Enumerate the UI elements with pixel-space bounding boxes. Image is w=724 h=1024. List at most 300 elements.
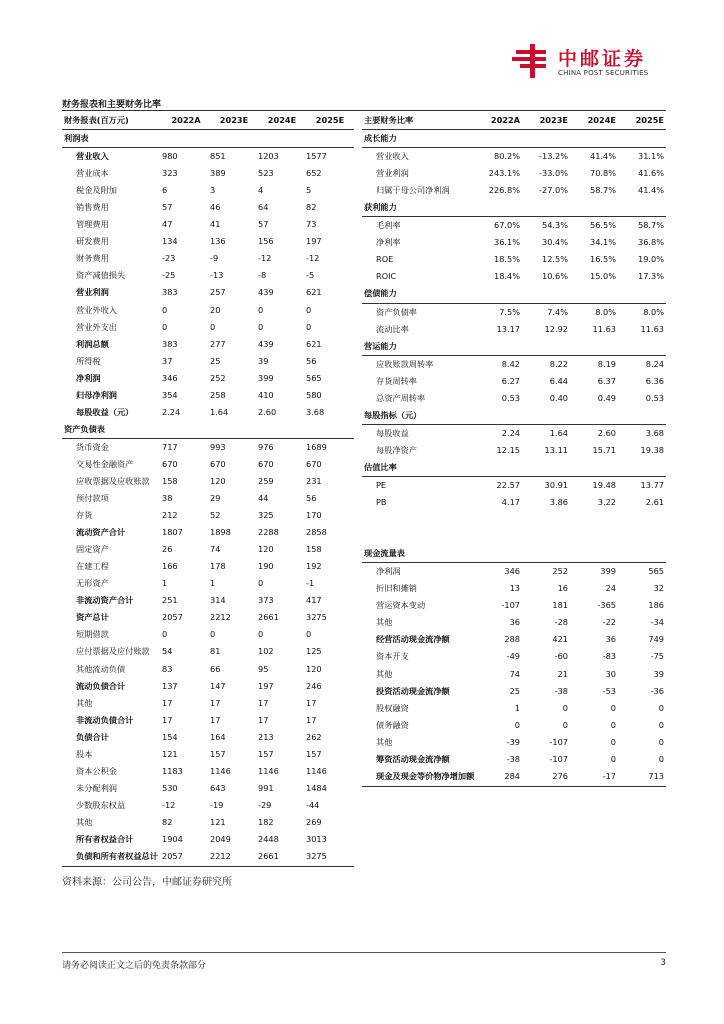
cell-value: 36.8% xyxy=(637,237,664,248)
china-post-logo-icon xyxy=(512,44,552,78)
cell-value: 0 xyxy=(562,719,568,730)
cell-value: 3.68 xyxy=(306,406,325,417)
cell-value xyxy=(522,199,570,217)
cell-value: 565 xyxy=(306,372,322,383)
cell-value xyxy=(258,421,306,439)
cell-value: 2.60 xyxy=(597,427,616,438)
table-row xyxy=(362,580,666,597)
table-row xyxy=(362,424,666,442)
cell-value: 11.63 xyxy=(592,323,616,334)
table-row xyxy=(62,848,354,865)
cell-value: 197 xyxy=(258,680,274,691)
cell-value: 0 xyxy=(306,304,312,315)
row-label: 交易性金融资产 xyxy=(76,458,134,469)
table-header-row xyxy=(62,112,354,130)
cell-value: 15.0% xyxy=(589,271,616,282)
header-year: 2022A xyxy=(474,112,522,130)
cell-value: 0 xyxy=(258,629,264,640)
cell-value: 24 xyxy=(605,583,616,594)
row-label: 少数股东权益 xyxy=(76,799,126,810)
cell-value: 13.77 xyxy=(640,480,664,490)
cell-value xyxy=(618,199,666,217)
cell-value: 57 xyxy=(162,202,173,213)
row-label: 净利率 xyxy=(376,237,401,248)
cell-value: 6.27 xyxy=(501,375,520,386)
row-label: 其他 xyxy=(376,617,393,628)
cell-value: 83 xyxy=(162,663,173,674)
cell-value: 170 xyxy=(306,510,322,521)
cell-value: 976 xyxy=(258,441,274,452)
cell-value: 565 xyxy=(648,566,664,577)
row-label: 其他 xyxy=(76,816,93,827)
cell-value: 20 xyxy=(210,304,221,315)
cell-value: 13.11 xyxy=(544,444,568,455)
cell-value: 81 xyxy=(210,646,221,657)
cell-value: 74 xyxy=(210,544,221,555)
cell-value xyxy=(474,407,522,425)
row-label: 应收账款周转率 xyxy=(376,358,434,369)
header-year: 2025E xyxy=(618,112,666,130)
row-label: 所得税 xyxy=(76,355,101,366)
cell-value: 670 xyxy=(306,458,322,469)
cell-value xyxy=(474,545,522,563)
cell-value: 1807 xyxy=(162,527,183,538)
cell-value: 2448 xyxy=(258,833,279,844)
cell-value: 1484 xyxy=(306,782,327,793)
row-label: 营运能力 xyxy=(362,338,474,356)
cell-value: 652 xyxy=(306,168,322,179)
cell-value: 0 xyxy=(610,702,616,713)
table-row xyxy=(62,148,354,166)
cell-value: 213 xyxy=(258,731,274,742)
cell-value: 41.6% xyxy=(637,168,664,179)
table-row xyxy=(62,387,354,404)
row-label: 利润总额 xyxy=(76,338,109,349)
cell-value xyxy=(522,511,570,528)
cell-value: 66 xyxy=(210,663,221,674)
cell-value: 1146 xyxy=(258,765,279,776)
table-row xyxy=(62,199,354,216)
table-row xyxy=(62,575,354,592)
cell-value: 137 xyxy=(162,680,178,691)
cell-value: -34 xyxy=(650,617,664,628)
row-label xyxy=(362,511,474,528)
cell-value: 277 xyxy=(210,338,226,349)
cell-value xyxy=(474,338,522,356)
header-label: 主要财务比率 xyxy=(362,112,474,130)
table-row xyxy=(362,303,666,321)
cell-value xyxy=(618,545,666,563)
cell-value: 1.64 xyxy=(210,406,229,417)
cell-value: 166 xyxy=(162,561,178,572)
row-label: 应收票据及应收账款 xyxy=(76,476,150,486)
row-label: 每股净资产 xyxy=(376,444,417,455)
table-row xyxy=(62,712,354,729)
cell-value: 0.53 xyxy=(645,392,664,403)
row-label: 销售费用 xyxy=(76,202,109,213)
row-label: 利润表 xyxy=(62,130,162,148)
row-label: 营业收入 xyxy=(376,151,409,162)
cell-value: 18.4% xyxy=(493,271,520,282)
cell-value xyxy=(522,545,570,563)
cell-value: 17 xyxy=(258,697,269,708)
table-section-row xyxy=(362,545,666,563)
table-row xyxy=(362,528,666,545)
cell-value: 182 xyxy=(258,816,274,827)
footer-disclaimer: 请务必阅读正文之后的免责条款部分 xyxy=(62,961,207,971)
table-row xyxy=(62,643,354,660)
cell-value xyxy=(618,407,666,425)
cell-value: -8 xyxy=(258,270,267,281)
cell-value: 0 xyxy=(610,753,616,764)
row-label: 其他 xyxy=(376,668,393,679)
cell-value: 1146 xyxy=(210,765,231,776)
cell-value: 156 xyxy=(258,236,274,247)
row-label: 营业利润 xyxy=(376,168,409,179)
cell-value: 121 xyxy=(162,748,178,759)
cell-value: 3 xyxy=(210,185,216,196)
cell-value: -23 xyxy=(162,253,176,264)
cell-value: 0 xyxy=(514,719,520,730)
table-row xyxy=(62,267,354,284)
cell-value: -365 xyxy=(597,600,616,611)
row-label: 应付票据及应付账款 xyxy=(76,646,150,657)
cell-value: 580 xyxy=(306,389,322,400)
cell-value: 8.22 xyxy=(549,358,568,369)
table-row xyxy=(362,751,666,768)
cell-value: 181 xyxy=(552,600,568,611)
row-label: PB xyxy=(376,497,387,508)
table-row xyxy=(362,768,666,785)
cell-value: -17 xyxy=(602,770,616,781)
table-row xyxy=(362,373,666,390)
row-label: 资本开支 xyxy=(376,651,409,662)
cell-value: 7.4% xyxy=(547,306,568,317)
table-row xyxy=(362,165,666,182)
cell-value: -1 xyxy=(306,578,315,589)
cell-value: 39 xyxy=(653,668,664,679)
cell-value: 26 xyxy=(162,544,173,555)
cell-value: 164 xyxy=(210,731,226,742)
cell-value: -53 xyxy=(602,685,616,696)
row-label: 固定资产 xyxy=(76,544,109,555)
header-year: 2023E xyxy=(210,112,258,130)
cell-value: 212 xyxy=(162,510,178,521)
cell-value xyxy=(570,338,618,356)
cell-value: 2049 xyxy=(210,833,231,844)
cell-value: 410 xyxy=(258,389,274,400)
cell-value xyxy=(570,528,618,545)
cell-value: -22 xyxy=(602,617,616,628)
cell-value: 25 xyxy=(210,355,221,366)
cell-value: 157 xyxy=(210,748,226,759)
cell-value: -12 xyxy=(306,253,320,264)
header-year: 2023E xyxy=(522,112,570,130)
table-row xyxy=(362,355,666,373)
table-row xyxy=(362,234,666,251)
table-row xyxy=(62,746,354,763)
row-label: 非流动负债合计 xyxy=(76,714,134,725)
cell-value: 269 xyxy=(306,816,322,827)
row-label: ROE xyxy=(376,254,394,265)
cell-value: 670 xyxy=(162,458,178,469)
cell-value: 0 xyxy=(210,321,216,332)
cell-value xyxy=(618,528,666,545)
cell-value: 5 xyxy=(306,185,312,196)
row-label: 存货周转率 xyxy=(376,375,417,386)
cell-value xyxy=(522,338,570,356)
row-label: 资产负债表 xyxy=(62,421,162,439)
table-section-row xyxy=(362,459,666,477)
cell-value: 2057 xyxy=(162,612,183,623)
cell-value xyxy=(474,528,522,545)
cell-value xyxy=(474,511,522,528)
cell-value: 325 xyxy=(258,510,274,521)
cell-value: 1577 xyxy=(306,151,327,162)
cell-value: 120 xyxy=(210,476,226,486)
cell-value: 120 xyxy=(258,544,274,555)
cell-value: 4.17 xyxy=(501,497,520,508)
cell-value: 6.37 xyxy=(597,375,616,386)
cell-value: 30 xyxy=(605,668,616,679)
row-label: 筹资活动现金流净额 xyxy=(376,753,450,764)
table-row xyxy=(362,631,666,648)
cell-value: 29 xyxy=(210,493,221,504)
cell-value xyxy=(474,130,522,148)
cell-value xyxy=(162,421,210,439)
cell-value xyxy=(210,130,258,148)
source-note: 资料来源：公司公告，中邮证券研究所 xyxy=(62,877,232,888)
cell-value xyxy=(306,130,354,148)
row-label: 非流动资产合计 xyxy=(76,595,134,606)
cell-value: 346 xyxy=(504,566,520,577)
table-row xyxy=(362,666,666,683)
cell-value: 0 xyxy=(258,321,264,332)
logo-english-name: CHINA POST SECURITIES xyxy=(558,69,649,77)
cell-value: 1 xyxy=(162,578,168,589)
cell-value: 980 xyxy=(162,151,178,162)
cell-value: 1183 xyxy=(162,765,183,776)
logo-chinese-name: 中邮证券 xyxy=(558,48,647,70)
cell-value: 0 xyxy=(210,629,216,640)
cell-value: 17 xyxy=(306,714,317,725)
cell-value: 3013 xyxy=(306,833,327,844)
cell-value: -13 xyxy=(210,270,224,281)
cell-value: 38 xyxy=(162,493,173,504)
row-label: 现金及现金等价物净增加额 xyxy=(376,770,474,781)
table-row xyxy=(62,438,354,456)
cell-value: 0 xyxy=(658,719,664,730)
row-label: 流动资产合计 xyxy=(76,527,126,538)
table-row xyxy=(62,609,354,626)
cell-value xyxy=(570,199,618,217)
cell-value: 2057 xyxy=(162,851,183,862)
cell-value: 252 xyxy=(552,566,568,577)
row-label: 所有者权益合计 xyxy=(76,833,134,844)
row-label: ROIC xyxy=(376,271,397,282)
table-row xyxy=(362,182,666,199)
cell-value: 31.1% xyxy=(637,151,664,162)
table-row xyxy=(62,524,354,541)
cell-value: 288 xyxy=(504,634,520,645)
cell-value: 8.42 xyxy=(501,358,520,369)
row-label: 获利能力 xyxy=(362,199,474,217)
cell-value xyxy=(570,285,618,303)
cell-value: 52 xyxy=(210,510,221,521)
row-label: 在建工程 xyxy=(76,561,109,572)
cell-value: 713 xyxy=(648,770,664,781)
table-section-row xyxy=(362,130,666,148)
cell-value: 346 xyxy=(162,372,178,383)
table-row xyxy=(62,814,354,831)
row-label: 偿债能力 xyxy=(362,285,474,303)
cell-value: 158 xyxy=(162,476,178,486)
right-table-bottom-rule xyxy=(362,786,666,787)
cell-value: 46 xyxy=(210,202,221,213)
cell-value: 74 xyxy=(509,668,520,679)
table-row xyxy=(362,442,666,459)
table-row xyxy=(62,507,354,524)
cell-value: 314 xyxy=(210,595,226,606)
row-label: 现金流量表 xyxy=(362,545,474,563)
header-label: 财务报表(百万元) xyxy=(62,112,162,130)
row-label xyxy=(362,528,474,545)
cell-value: 15.71 xyxy=(592,444,616,455)
row-label: 资产减值损失 xyxy=(76,270,126,281)
cell-value: 3275 xyxy=(306,612,327,623)
cell-value: 17 xyxy=(162,714,173,725)
row-label: 每股指标（元） xyxy=(362,407,474,425)
header-year: 2024E xyxy=(570,112,618,130)
row-label: 净利润 xyxy=(76,372,101,383)
cell-value: -83 xyxy=(602,651,616,662)
cell-value: 1 xyxy=(210,578,216,589)
cell-value: 147 xyxy=(210,680,226,691)
cell-value: 0.53 xyxy=(501,392,520,403)
row-label: 研发费用 xyxy=(76,236,109,247)
cell-value: 44 xyxy=(258,493,269,504)
row-label: 资产总计 xyxy=(76,612,109,623)
table-row xyxy=(362,717,666,734)
cell-value: 37 xyxy=(162,355,173,366)
table-section-row xyxy=(362,338,666,356)
table-row xyxy=(362,683,666,700)
cell-value: 2661 xyxy=(258,612,279,623)
table-section-row xyxy=(362,199,666,217)
cell-value: 8.19 xyxy=(597,358,616,369)
row-label: 归属于母公司净利润 xyxy=(376,185,450,196)
cell-value: 56.5% xyxy=(589,220,616,231)
cell-value: 1904 xyxy=(162,833,183,844)
cell-value: 243.1% xyxy=(488,168,520,179)
cell-value: 54.3% xyxy=(541,220,568,231)
cell-value: 670 xyxy=(210,458,226,469)
cell-value xyxy=(618,130,666,148)
row-label: 货币资金 xyxy=(76,441,109,452)
cell-value: 192 xyxy=(306,561,322,572)
cell-value: 82 xyxy=(162,816,173,827)
table-row xyxy=(62,797,354,814)
row-label: 归母净利润 xyxy=(76,389,117,400)
cell-value xyxy=(162,130,210,148)
cell-value: 2212 xyxy=(210,612,231,623)
cell-value: 323 xyxy=(162,168,178,179)
cell-value: 2212 xyxy=(210,851,231,862)
row-label: 预付款项 xyxy=(76,493,109,504)
table-row xyxy=(62,284,354,301)
row-label: 每股收益 xyxy=(376,427,409,438)
cell-value: -107 xyxy=(549,736,568,747)
table-section-row xyxy=(362,285,666,303)
cell-value: 3.86 xyxy=(549,497,568,508)
cell-value xyxy=(474,459,522,477)
table-row xyxy=(62,695,354,712)
row-label: 每股收益（元） xyxy=(76,406,134,417)
cell-value: 421 xyxy=(552,634,568,645)
row-label: 营业外收入 xyxy=(76,304,117,315)
cell-value: 0 xyxy=(610,719,616,730)
table-row xyxy=(62,729,354,746)
cell-value: 13 xyxy=(509,583,520,594)
table-row xyxy=(62,592,354,609)
header-year: 2024E xyxy=(258,112,306,130)
cell-value: 0 xyxy=(162,304,168,315)
cell-value: -49 xyxy=(506,651,520,662)
cell-value: 17 xyxy=(258,714,269,725)
table-row xyxy=(62,319,354,336)
table-row xyxy=(362,217,666,235)
cell-value: 36 xyxy=(509,617,520,628)
cell-value xyxy=(522,528,570,545)
cell-value: 399 xyxy=(258,372,274,383)
table-row xyxy=(362,614,666,631)
cell-value: 252 xyxy=(210,372,226,383)
table-row xyxy=(62,558,354,575)
cell-value: 621 xyxy=(306,338,322,349)
title-divider xyxy=(62,110,666,111)
cell-value: 12.15 xyxy=(496,444,520,455)
cell-value: 1898 xyxy=(210,527,231,538)
cell-value: 121 xyxy=(210,816,226,827)
table-row xyxy=(362,563,666,581)
cell-value: 17 xyxy=(210,714,221,725)
cell-value: 17 xyxy=(210,697,221,708)
table-row xyxy=(362,511,666,528)
cell-value: 13.17 xyxy=(496,323,520,334)
cell-value: 67.0% xyxy=(493,220,520,231)
table-row xyxy=(362,734,666,751)
cell-value: -27.0% xyxy=(539,185,568,196)
cell-value xyxy=(570,130,618,148)
cell-value xyxy=(522,459,570,477)
cell-value: 30.4% xyxy=(541,237,568,248)
table-row xyxy=(62,490,354,507)
cell-value: 32 xyxy=(653,583,664,594)
row-label: 资本公积金 xyxy=(76,765,117,776)
cell-value: 258 xyxy=(210,389,226,400)
cell-value: 1.64 xyxy=(549,427,568,438)
cell-value: 8.0% xyxy=(595,306,616,317)
cell-value xyxy=(618,459,666,477)
cell-value: -19 xyxy=(210,799,224,810)
cell-value: 134 xyxy=(162,236,178,247)
row-label: 营运资本变动 xyxy=(376,600,426,611)
cell-value: 30.91 xyxy=(544,480,568,490)
cell-value: 530 xyxy=(162,782,178,793)
cell-value: 21 xyxy=(557,668,568,679)
table-row xyxy=(362,700,666,717)
cell-value: 8.24 xyxy=(645,358,664,369)
